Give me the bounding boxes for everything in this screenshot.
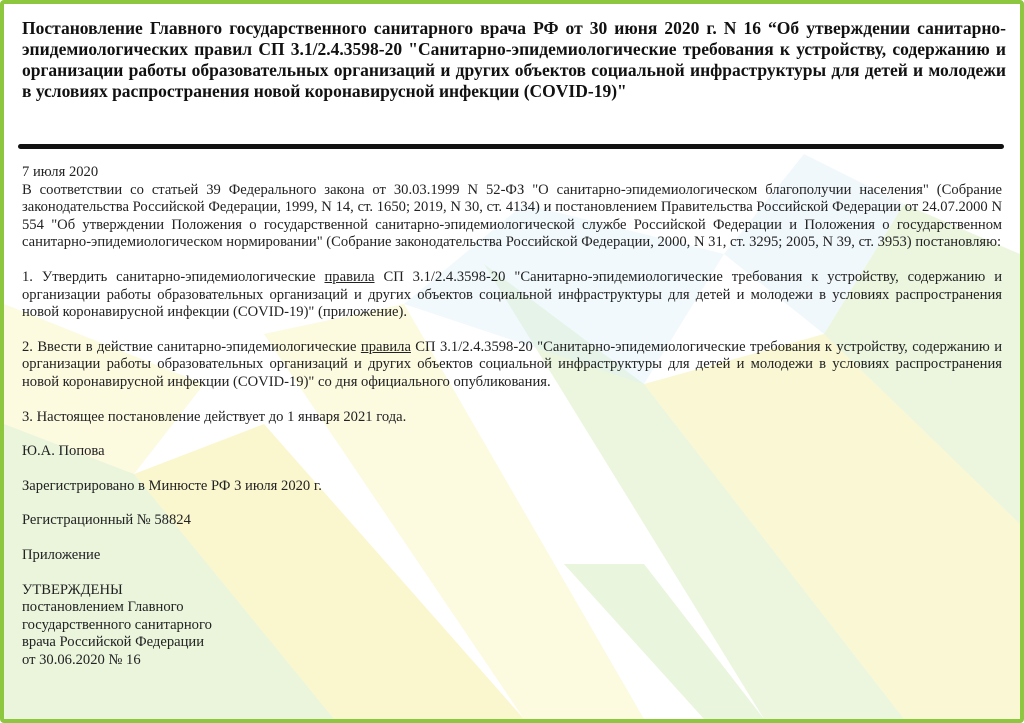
registration-note: Зарегистрировано в Минюсте РФ 3 июля 2020 г. [22, 477, 322, 494]
item-2-text-end: СП 3.1/2.4.3598-20 "Санитарно-эпидемиологические требования к устройству, содержанию и организации работы образовательных организаций и других объектов социальной инфраструктуры для детей и молодежи в условиях распространения новой коронавирусной инфекции (COVID-19)" со дня официального опубликования. [22, 338, 1003, 390]
approval-line-3: государственного санитарного [22, 616, 212, 633]
title-divider [18, 144, 1004, 149]
registration-number: Регистрационный № 58824 [22, 512, 191, 529]
item-1-paragraph [22, 269, 1002, 322]
preamble-paragraph: В соответствии со статьей 39 Федерального закона от 30.03.1999 N 52-ФЗ "О санитарно-эпидемиологическом благополучии населения" (Собрание законодательства Российской Федерации, 1999, N 14, ст. 1650; 2019, N 30, ст. 4134) и постановлением Правительства Российской Федерации от 24.07.2000 N 554 "Об утверждении Положения о государственной санитарно-эпидемиологической службе Российской Федерации и Положения о государственном санитарно-эпидемиологическом нормировании" (Собрание законодательства Российской Федерации, 2000, N 31, ст. 3295; 2005, N 39, ст. 3953) постановляю: [22, 181, 1002, 251]
approval-block [22, 582, 1002, 670]
approval-line-2: постановлением Главного [22, 599, 184, 616]
page-title: Постановление Главного государственного санитарного врача РФ от 30 июня 2020 г. N 16 “Об утверждении санитарно-эпидемиологических правил СП 3.1/2.4.3598-20 "Санитарно-эпидемиологические требования к устройству, содержанию и организации работы образовательных организаций и других объектов социальной инфраструктуры для детей и молодежи в условиях распространения новой коронавирусной инфекции (COVID-19)" [22, 18, 1006, 101]
appendix-label: Приложение [22, 546, 101, 563]
approval-line-1: УТВЕРЖДЕНЫ [22, 581, 123, 598]
signature: Ю.А. Попова [22, 443, 105, 460]
item-1-text-start: 1. Утвердить санитарно-эпидемиологические [22, 268, 325, 285]
approval-line-5: от 30.06.2020 № 16 [22, 651, 141, 668]
approval-line-4: врача Российской Федерации [22, 634, 205, 651]
document-body [22, 164, 1002, 669]
item-2-paragraph [22, 339, 1002, 392]
item-1-rules-link[interactable]: правила [324, 268, 375, 285]
item-2-text-start: 2. Ввести в действие санитарно-эпидемиологические [22, 338, 361, 355]
document-date: 7 июля 2020 [22, 164, 99, 180]
item-1-text-end: СП 3.1/2.4.3598-20 "Санитарно-эпидемиологические требования к устройству, содержанию и организации работы образовательных организаций и других объектов социальной инфраструктуры для детей и молодежи в условиях распространения новой коронавирусной инфекции (COVID-19)" (приложение). [22, 268, 1003, 321]
item-2-rules-link[interactable]: правила [360, 338, 411, 355]
item-3-paragraph: 3. Настоящее постановление действует до 1 января 2021 года. [22, 408, 407, 425]
